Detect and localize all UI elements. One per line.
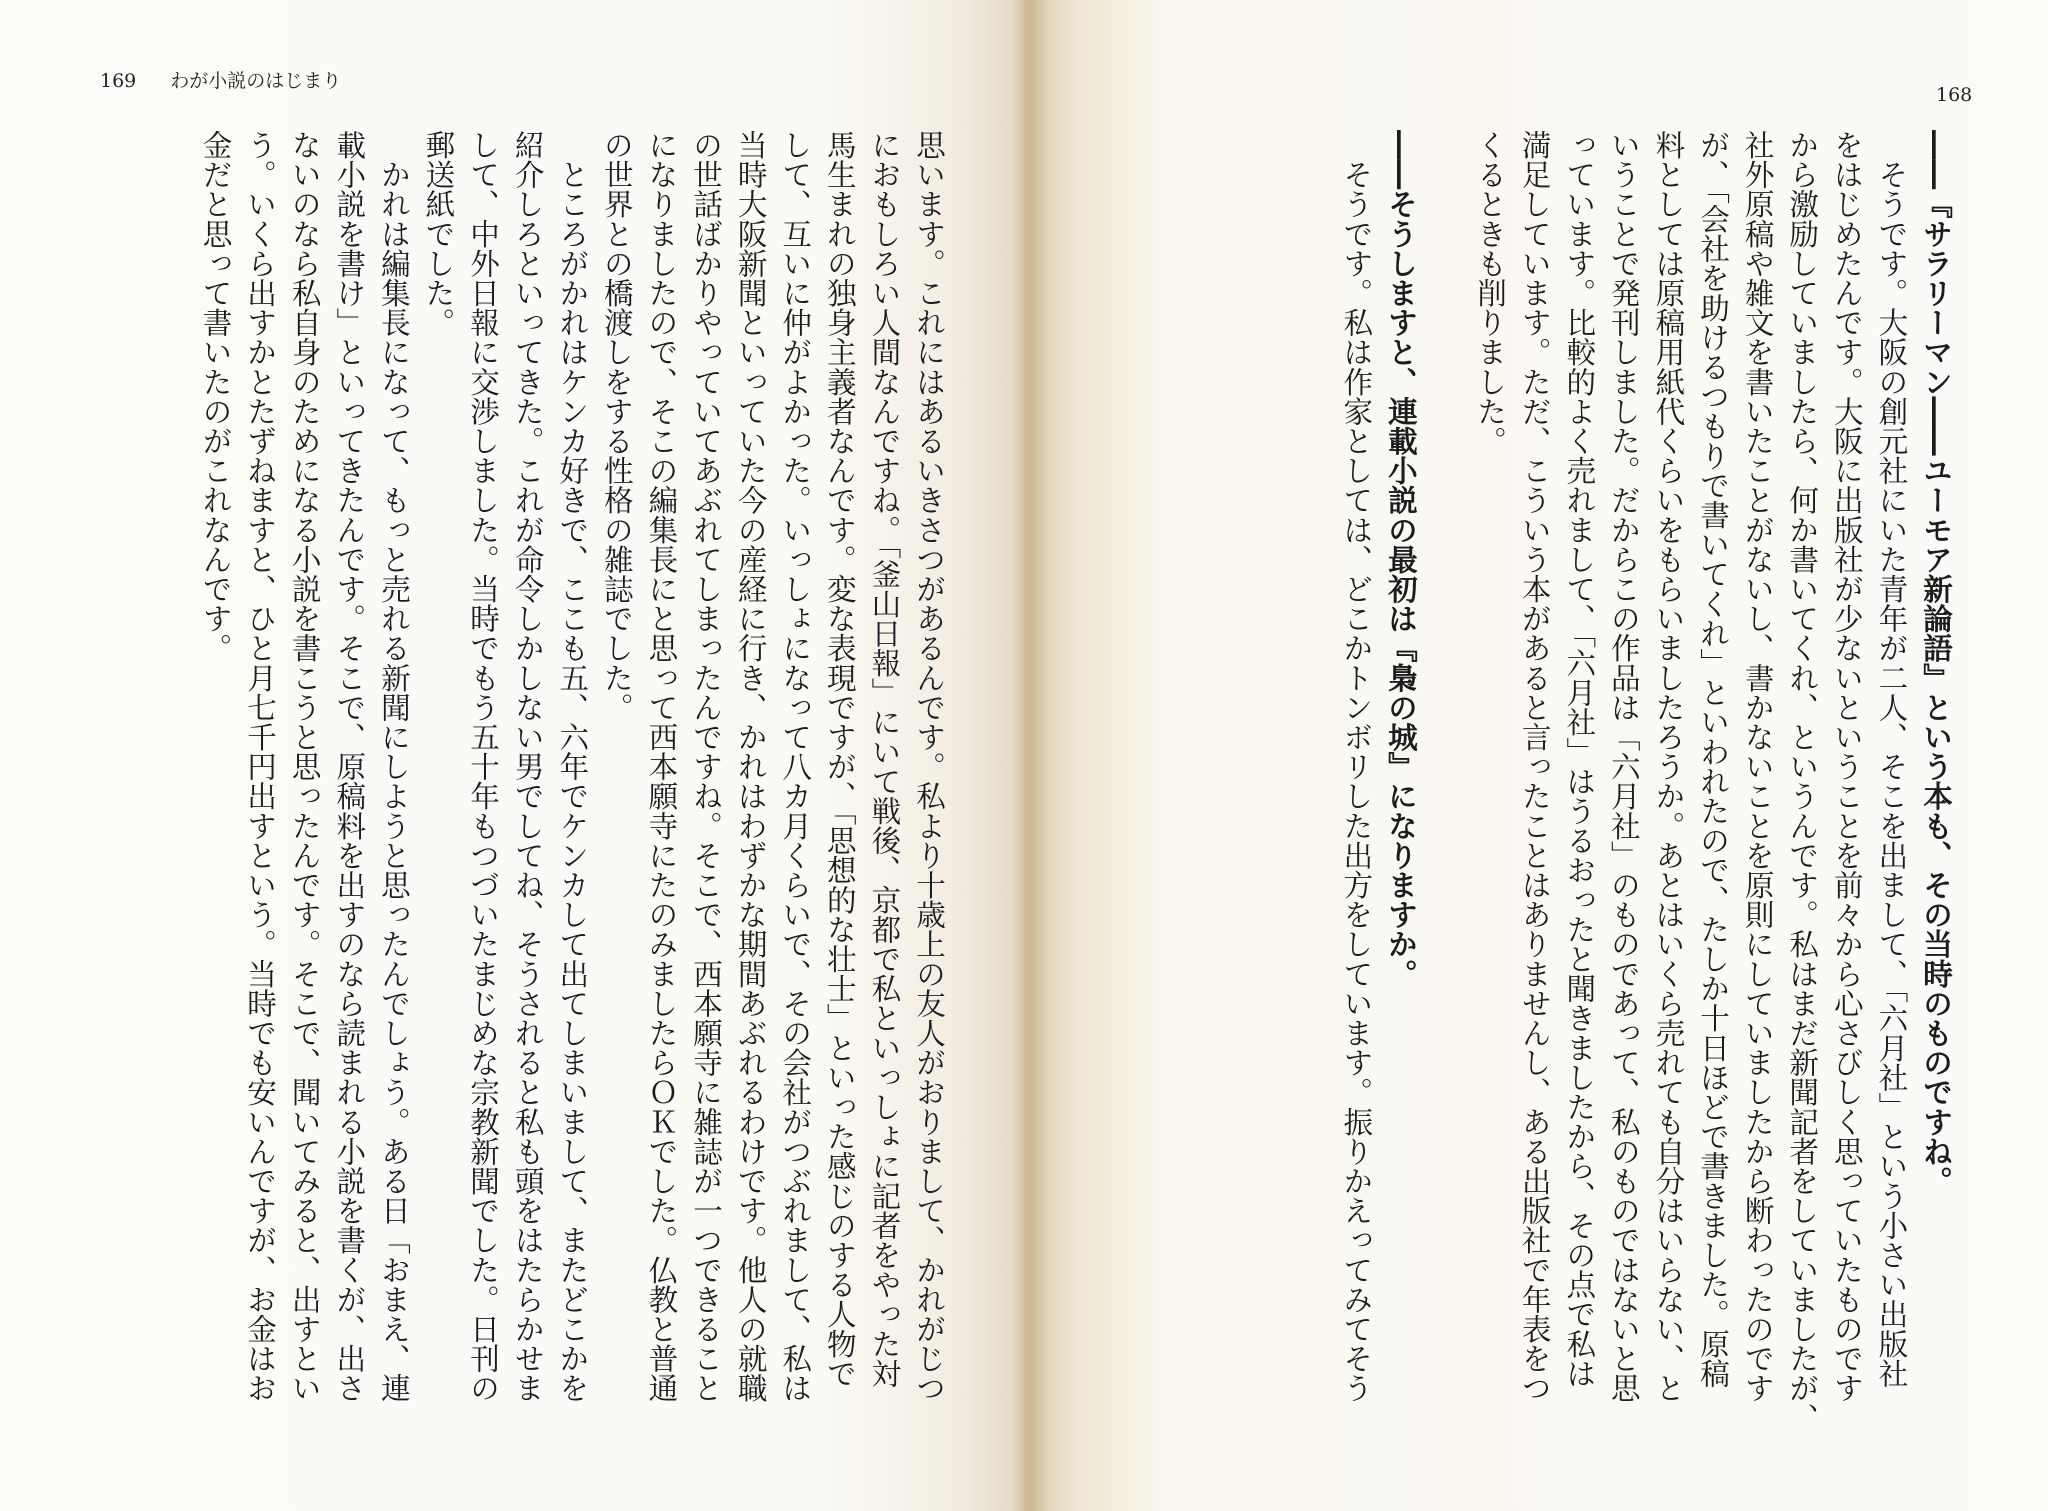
text-line: う。いくら出すかとたずねますと、ひと月七千円出すという。当時でも安いんですが、お金はお — [243, 130, 278, 1403]
text-line: の世界との橋渡しをする性格の雑誌でした。 — [599, 130, 634, 722]
text-line: 当時大阪新聞といっていた今の産経に行き、かれはわずかな期間あぶれるわけです。他人の就職 — [733, 130, 768, 1403]
text-line: 金だと思って書いたのがこれなんです。 — [198, 130, 233, 663]
text-line: から激励していましたら、何か書いてくれ、というんです。私はまだ新聞記者をしていましたが、 — [1785, 130, 1820, 1433]
text-line: そうです。私は作家としては、どこかトンボリした出方をしています。振りかえってみてそう — [1339, 130, 1374, 1403]
text-line: っています。比較的よく売れまして、「六月社」はうるおったと聞きましたから、その点で私は — [1562, 130, 1597, 1388]
left-page-header — [100, 66, 341, 93]
interview-question: ――そうしますと、連載小説の最初は『梟の城』になりますか。 — [1383, 130, 1418, 989]
text-line: 思います。これにはあるいきさつがあるんです。私より十歳上の友人がおりまして、かれがじつ — [912, 130, 946, 1403]
text-line: くるときも削りました。 — [1473, 130, 1508, 456]
right-page-body — [1126, 130, 1958, 1460]
text-line: 満足しています。ただ、こういう本があると言ったことはありませんし、ある出版社で年表をつ — [1517, 130, 1552, 1403]
text-line: ないのなら私自身のためになる小説を書こうと思ったんです。そこで、聞いてみると、出すとい — [287, 130, 322, 1403]
text-line: になりましたので、そこの編集長にと思って西本願寺にたのみましたらＯＫでした。仏教と普通 — [644, 130, 679, 1403]
blank-line — [1423, 130, 1468, 1460]
text-line: 紹介しろといってきた。これが命令しかしない男でしてね、そうされると私も頭をはたらかせま — [510, 130, 545, 1403]
left-page-number: 169 — [100, 70, 137, 92]
text-line: して、中外日報に交渉しました。当時でもう五十年もつづいたまじめな宗教新聞でした。日刊の — [466, 130, 501, 1403]
interview-question: ――『サラリーマン――ユーモア新論語』という本も、その当時のものですね。 — [1919, 130, 1953, 1196]
text-line: ところがかれはケンカ好きで、ここも五、六年でケンカして出てしまいまして、またどこかを — [555, 130, 590, 1403]
text-line: をはじめたんです。大阪に出版社が少ないということを前々から心さびしく思っていたものです — [1829, 130, 1864, 1403]
text-line: 料としては原稿用紙代くらいをもらいましたろうか。あとはいくら売れても自分はいらない、と — [1651, 130, 1686, 1403]
text-line: かれは編集長になって、もっと売れる新聞にしようと思ったんでしょう。ある日「おまえ、連 — [376, 130, 411, 1403]
text-line: におもしろい人間なんですね。「釜山日報」にいて戦後、京都で私といっしょに記者をやった対 — [867, 130, 902, 1388]
text-line: して、互いに仲がよかった。いっしょになって八カ月くらいで、その会社がつぶれまして、私は — [778, 130, 813, 1403]
running-title: わが小説のはじまり — [170, 70, 342, 92]
book-gutter — [1012, 0, 1048, 1511]
text-line: 載小説を書け」といってきたんです。そこで、原稿料を出すのなら読まれる小説を書くが、出さ — [332, 130, 367, 1403]
text-line: の世話ばかりやっていてあぶれてしまったんですね。そこで、西本願寺に雑誌が一つできること — [689, 130, 724, 1403]
text-line: 社外原稿や雑文を書いたことがないし、書かないことを原則にしていましたから断わったのです — [1740, 130, 1775, 1403]
text-line: 馬生まれの独身主義者なんです。変な表現ですが、「思想的な壮士」といった感じのする人物で — [822, 130, 857, 1388]
right-page-number: 168 — [1936, 84, 1973, 106]
left-page-body — [94, 130, 951, 1460]
text-line: そうです。大阪の創元社にいた青年が二人、そこを出まして、「六月社」という小さい出版社 — [1874, 130, 1909, 1388]
text-line: いうことで発刊しました。だからこの作品は「六月社」のものであって、私のものではないと思 — [1606, 130, 1641, 1403]
text-line: 郵送紙でした。 — [421, 130, 456, 338]
text-line: が、「会社を助けるつもりで書いてくれ」といわれたので、たしか十日ほどで書きました。原稿 — [1696, 130, 1731, 1388]
